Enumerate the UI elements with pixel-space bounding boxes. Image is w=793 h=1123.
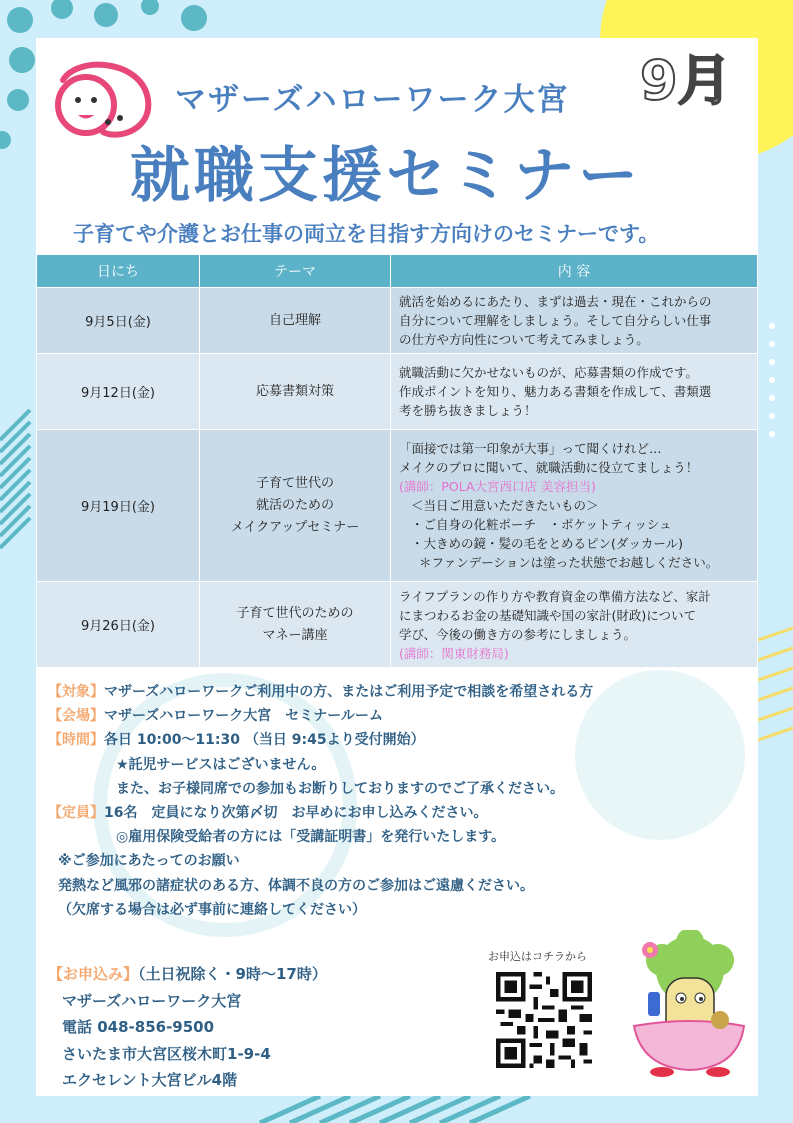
- mascot-illustration: [620, 930, 755, 1080]
- venue-line: 【会場】マザーズハローワーク大宮 セミナールーム: [48, 708, 384, 725]
- row-date: 9月26日(金): [37, 582, 200, 668]
- header-date: 日にち: [37, 255, 200, 288]
- time-line: 【時間】各日 10:00～11:30 （当日 9:45より受付開始）: [48, 732, 425, 749]
- table-header-row: [37, 255, 758, 288]
- page-title: 就職支援セミナー: [130, 141, 642, 211]
- subtitle: 子育てや介護とお仕事の両立を目指す方向けのセミナーです。: [73, 222, 660, 246]
- row-content: 「面接では第一印象が大事」って聞くけれど… メイクのプロに聞いて、就職活動に役立てましょう！ (講師：POLA大宮西口店 美容担当) ＜当日ご用意いただきたいもの＞ ・ご自身の化粧ポーチ ・ポケットティッシュ ・大きめの鏡・髪の毛をとめるピン(ダッカール) ＊ファンデーションは塗った状態でお越しください。: [391, 430, 758, 582]
- apply-phone: 電話 048-856-9500: [62, 1018, 215, 1037]
- table-row: [37, 430, 758, 582]
- qr-code[interactable]: [492, 968, 596, 1072]
- apply-building: エクセレント大宮ビル4階: [62, 1071, 238, 1090]
- row-date: 9月5日(金): [37, 288, 200, 354]
- month-label: 9月: [640, 49, 732, 112]
- request-line: （欠席する場合は必ず事前に連絡してください）: [58, 901, 366, 918]
- bring-item: ＊ファンデーションは塗った状態でお越しください。: [419, 555, 719, 570]
- row-theme: 応募書類対策: [200, 354, 391, 430]
- header-content: 内 容: [391, 255, 758, 288]
- row-date: 9月19日(金): [37, 430, 200, 582]
- bring-item: ・大きめの鏡・髪の毛をとめるピン(ダッカール): [411, 536, 684, 551]
- request-title: ※ご参加にあたってのお願い: [58, 853, 240, 870]
- instructor: (講師：POLA大宮西口店 美容担当): [399, 479, 596, 494]
- row-content: 就活を始めるにあたり、まずは過去・現在・これからの 自分について理解をしましょう。そして自分らしい仕事 の仕方や方向性について考えてみましょう。: [391, 288, 758, 354]
- row-content: 就職活動に欠かせないものが、応募書類の作成です。 作成ポイントを知り、魅力ある書類を作成して、書類選 考を勝ち抜きましょう！: [391, 354, 758, 430]
- qr-caption: お申込はコチラから: [488, 950, 587, 963]
- apply-section: [48, 961, 327, 1094]
- certificate-note: ◎雇用保険受給者の方には「受講証明書」を発行いたします。: [116, 829, 506, 846]
- table-row: [37, 288, 758, 354]
- instructor: (講師：関東財務局): [399, 645, 509, 661]
- bring-title: ＜当日ご用意いただきたいもの＞: [411, 498, 599, 513]
- apply-org: マザーズハローワーク大宮: [62, 991, 242, 1010]
- row-date: 9月12日(金): [37, 354, 200, 430]
- apply-address: さいたま市大宮区桜木町1-9-4: [62, 1044, 271, 1063]
- bring-item: ・ご自身の化粧ポーチ ・ポケットティッシュ: [411, 517, 672, 532]
- table-row: [37, 582, 758, 668]
- table-row: [37, 354, 758, 430]
- row-theme: 子育て世代の 就活のための メイクアップセミナー: [200, 430, 391, 582]
- apply-header: 【お申込み】（土日祝除く・9時～17時）: [48, 965, 327, 983]
- row-theme: 自己理解: [200, 288, 391, 354]
- info-section: [48, 680, 593, 922]
- target-line: 【対象】マザーズハローワークご利用中の方、またはご利用予定で相談を希望される方: [48, 684, 594, 700]
- request-line: 発熱など風邪の諸症状のある方、体調不良の方のご参加はご遠慮ください。: [58, 877, 534, 894]
- header-theme: テーマ: [200, 255, 391, 288]
- row-theme: 子育て世代のための マネー講座: [200, 582, 391, 668]
- row-content: ライフプランの作り方や教育資金の準備方法など、家計 にまつわるお金の基礎知識や国の家計(財政)について 学び、今後の働き方の参考にしましょう。 (講師：関東財務局): [391, 582, 758, 668]
- schedule-table: [36, 254, 758, 668]
- org-name: マザーズハローワーク大宮: [175, 82, 570, 118]
- accompany-note: また、お子様同席での参加もお断りしておりますのでご了承ください。: [116, 780, 564, 797]
- childcare-note: ★託児サービスはございません。: [116, 756, 326, 773]
- capacity-line: 【定員】16名 定員になり次第〆切 お早めにお申し込みください。: [48, 805, 488, 822]
